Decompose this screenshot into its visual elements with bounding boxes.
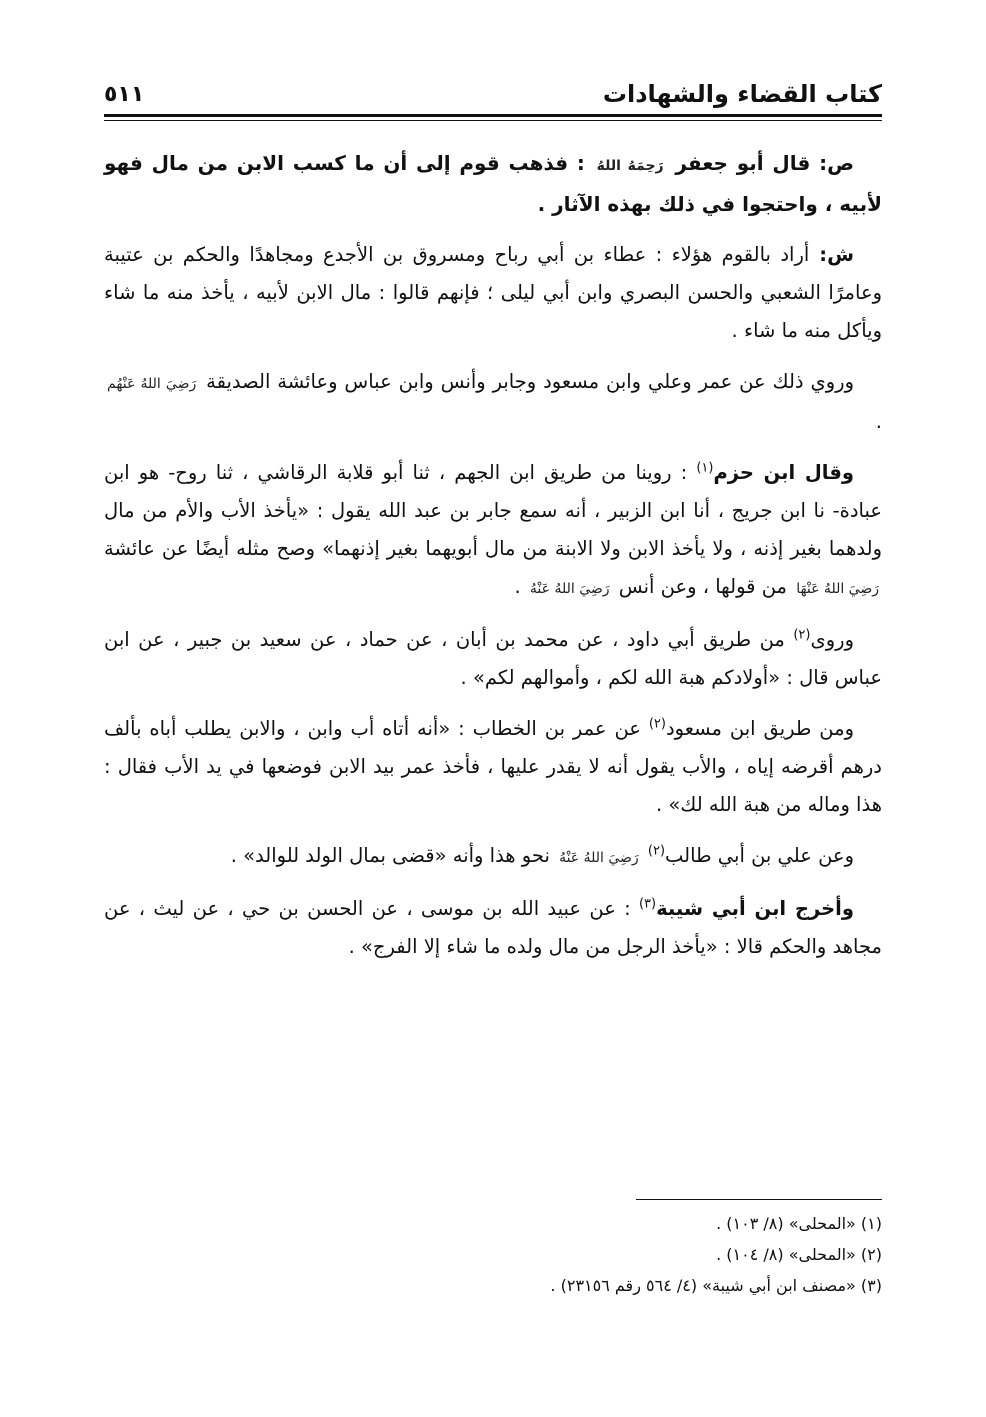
footnote-mark: (٣) — [638, 896, 657, 912]
paragraph-text-rest: نحو هذا وأنه «قضى بمال الولد للوالد» . — [230, 844, 557, 867]
paragraph-7 — [104, 837, 882, 877]
page-number: ٥١١ — [104, 82, 145, 107]
header-rule-thin — [104, 120, 882, 121]
paragraph-text: : عن عبيد الله بن موسى ، عن الحسن بن حي ، عن ليث ، عن مجاهد والحكم قالا : «يأخذ الرجل من مال ولده ما شاء إلا الفرج» . — [104, 897, 882, 958]
footnotes — [104, 1208, 882, 1301]
paragraph-text: قال أبو جعفر — [675, 151, 811, 175]
footnote-1: (١) «المحلى» (٨/ ١٠٣) . — [716, 1214, 882, 1233]
honorific-glyph: رَضِيَ اللهُ عَنْهُ — [559, 850, 639, 866]
footnote-3: (٣) «مصنف ابن أبي شيبة» (٤/ ٥٦٤ رقم ٢٣١٥٦) . — [550, 1276, 882, 1295]
chapter-title: كتاب القضاء والشهادات — [602, 80, 882, 108]
honorific-glyph: رَحِمَهُ اللهُ — [596, 158, 664, 174]
footnote-mark: (٢) — [648, 716, 666, 732]
footnote-separator — [636, 1199, 882, 1200]
header-rule-thick — [104, 114, 882, 117]
footnote-mark: (٢) — [793, 627, 811, 643]
footnote-mark: (٢) — [647, 843, 666, 859]
paragraph-3 — [104, 363, 882, 441]
paragraph-text-rest: . — [514, 575, 527, 598]
main-text — [104, 144, 882, 979]
paragraph-1 — [104, 144, 882, 223]
honorific-glyph: رَضِيَ اللهُ عَنْهَا — [796, 581, 879, 597]
paragraph-6 — [104, 710, 882, 824]
running-header — [104, 70, 882, 116]
paragraph-4 — [104, 454, 882, 608]
book-page — [104, 70, 882, 1370]
footnote-mark: (١) — [696, 460, 714, 476]
footnote-2: (٢) «المحلى» (٨/ ١٠٤) . — [716, 1245, 882, 1264]
paragraph-text: وروى — [810, 628, 854, 651]
paragraph-text: وعن علي بن أبي طالب — [665, 844, 854, 867]
paragraph-lead: وقال ابن حزم — [713, 461, 854, 484]
paragraph-text: أراد بالقوم هؤلاء : عطاء بن أبي رباح ومسروق بن الأجدع ومجاهدًا والحكم بن عتيبة وعامرًا الشعبي والحسن البصري وابن أبي ليلى ؛ فإنهم قالوا : مال الابن لأبيه ، يأخذ منه ما شاء ويأكل منه ما شاء . — [104, 243, 882, 342]
paragraph-text-rest: : فذهب قوم إلى أن ما كسب الابن من مال فهو لأبيه ، واحتجوا في ذلك بهذه الآثار . — [104, 151, 882, 216]
paragraph-text: : روينا من طريق ابن الجهم ، ثنا أبو قلابة الرقاشي ، ثنا روح- هو ابن عبادة- نا ابن جريج ، أنا ابن الزبير ، أنه سمع جابر بن عبد الله يقول : «يأخذ الأب والأم من مال ولدهما بغير إذنه ، ولا يأخذ الابن ولا الابنة من مال أبويهما بغير إذنهما» وصح مثله أيضًا عن عائشة — [104, 461, 882, 560]
paragraph-2 — [104, 236, 882, 350]
paragraph-text-rest: عن عمر بن الخطاب : «أنه أتاه أب وابن ، والابن يطلب أباه بألف درهم أقرضه إياه ، والأب يقول أنه لا يقدر عليها ، فأخذ عمر بيد الابن فوضعها في يد الأب فقال : هذا وماله من هبة الله لك» . — [104, 717, 882, 816]
paragraph-lead: ش: — [809, 243, 854, 266]
paragraph-text: ومن طريق ابن مسعود — [665, 717, 855, 740]
honorific-glyph: رَضِيَ اللهُ عَنْهُم — [107, 376, 197, 392]
paragraph-text-rest: . — [875, 410, 882, 433]
paragraph-5 — [104, 621, 882, 697]
paragraph-text: وروي ذلك عن عمر وعلي وابن مسعود وجابر وأنس وابن عباس وعائشة الصديقة — [206, 370, 854, 393]
paragraph-lead: ص: — [810, 151, 854, 175]
paragraph-8 — [104, 890, 882, 966]
honorific-glyph: رَضِيَ اللهُ عَنْهُ — [529, 581, 610, 597]
paragraph-text-rest: من طريق أبي داود ، عن محمد بن أبان ، عن حماد ، عن سعيد بن جبير ، عن ابن عباس قال : «أولادكم هبة الله لكم ، وأموالهم لكم» . — [104, 628, 882, 689]
paragraph-text-rest: من قولها ، وعن أنس — [618, 575, 794, 598]
paragraph-lead: وأخرج ابن أبي شيبة — [656, 897, 854, 920]
